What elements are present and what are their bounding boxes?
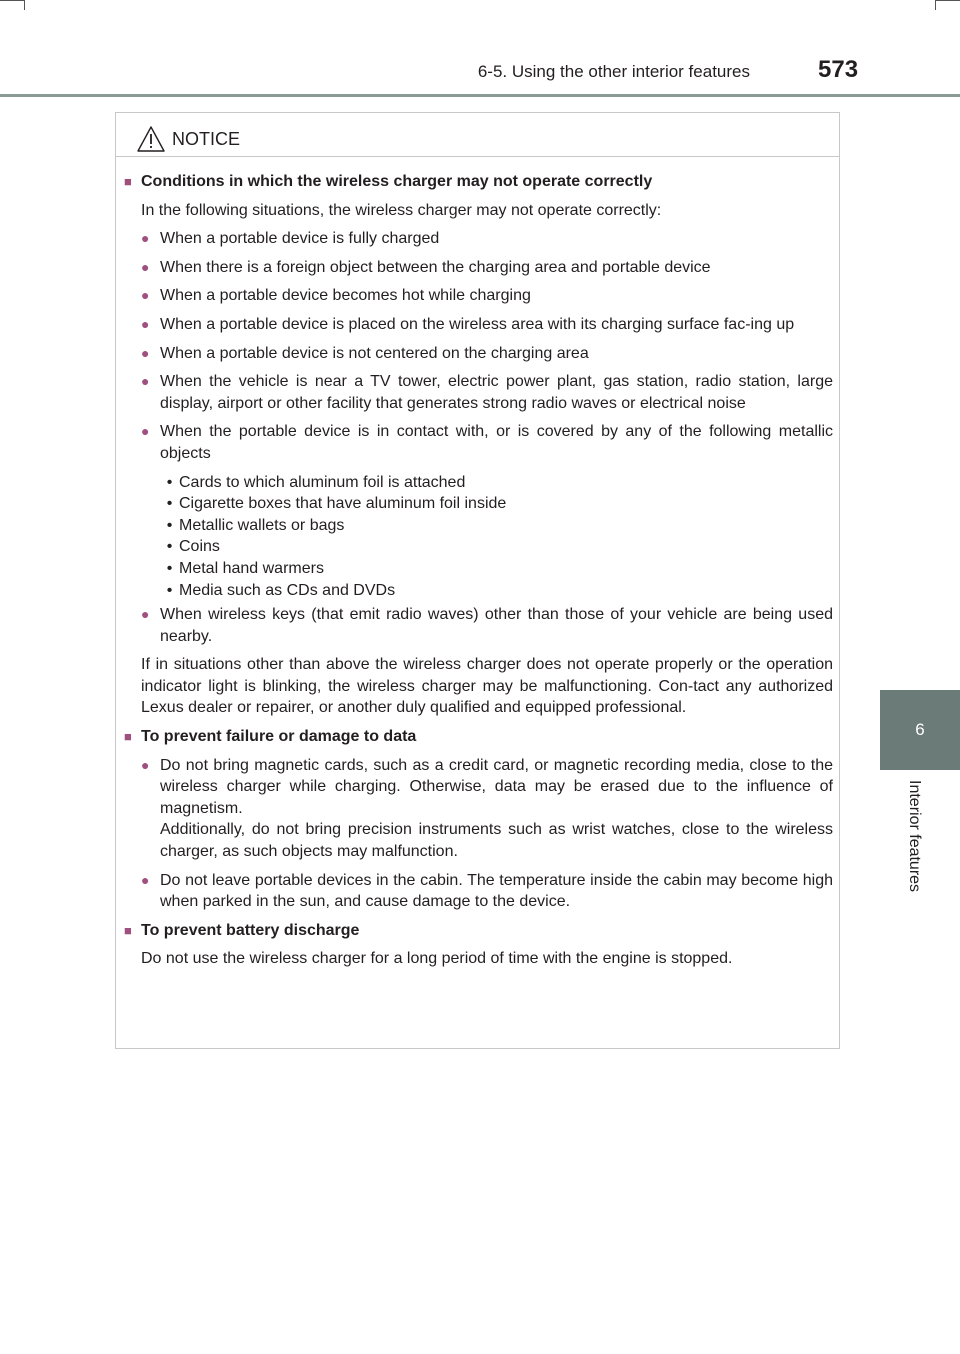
crop-mark — [936, 0, 960, 1]
circle-bullet-icon: ● — [141, 871, 150, 888]
section-heading-text: To prevent battery discharge — [141, 921, 360, 939]
circle-bullet-icon: ● — [141, 315, 150, 332]
list-item-text: When a portable device becomes hot while charging — [160, 287, 531, 305]
circle-bullet-icon: ● — [141, 373, 150, 390]
sub-list-item-text: Cigarette boxes that have aluminum foil inside — [179, 495, 507, 513]
list-item-text: When a portable device is not centered on the charging area — [160, 344, 589, 362]
list-item-text-part: Do not bring magnetic cards, such as a credit card, or magnetic recording media, close to the wireless charger while charging. Otherwise, data may be erased due to the influence of magnetism. — [160, 756, 833, 817]
list-item — [124, 285, 833, 307]
dot-bullet-icon: • — [166, 581, 173, 599]
list-item-text: When there is a foreign object between the charging area and portable device — [160, 258, 711, 276]
section-heading-text: To prevent failure or damage to data — [141, 728, 417, 746]
warning-triangle-icon — [136, 124, 166, 154]
section-intro: Do not use the wireless charger for a long period of time with the engine is stopped. — [141, 950, 733, 968]
circle-bullet-icon: ● — [141, 756, 150, 773]
dot-bullet-icon: • — [166, 516, 173, 534]
sub-list-item — [160, 558, 833, 580]
list-item — [124, 421, 833, 464]
list-item-text: When wireless keys (that emit radio waves) other than those of your vehicle are being used nearby. — [160, 606, 833, 645]
list-item — [124, 604, 833, 647]
sub-list-item — [160, 472, 833, 494]
list-item-text: When the portable device is in contact with, or is covered by any of the following metallic objects — [160, 423, 833, 462]
list-item — [124, 870, 833, 913]
sub-list-item-text: Media such as CDs and DVDs — [179, 581, 396, 599]
list-item — [124, 371, 833, 414]
list-item — [124, 755, 833, 863]
sub-list-item-text: Metallic wallets or bags — [179, 516, 345, 534]
sub-list-item — [160, 580, 833, 602]
section-title: 6-5. Using the other interior features — [477, 62, 750, 81]
list-item — [124, 257, 833, 279]
circle-bullet-icon: ● — [141, 344, 150, 361]
sub-list-item-text: Cards to which aluminum foil is attached — [179, 473, 466, 491]
chapter-tab: 6 — [880, 690, 960, 770]
circle-bullet-icon: ● — [141, 230, 150, 247]
header-rule — [0, 94, 960, 97]
sub-list-item-text: Metal hand warmers — [179, 559, 324, 577]
square-bullet-icon: ■ — [124, 174, 132, 189]
list-item-text: When a portable device is fully charged — [160, 230, 440, 248]
dot-bullet-icon: • — [166, 559, 173, 577]
section-heading — [124, 920, 833, 942]
page-number: 573 — [818, 56, 859, 83]
notice-content — [124, 171, 833, 977]
section-heading — [124, 726, 833, 748]
list-item-text: When the vehicle is near a TV tower, electric power plant, gas station, radio station, large display, airport or other facility that generates strong radio waves or electrical noise — [160, 373, 833, 412]
metallic-objects-list — [124, 472, 833, 602]
crop-mark — [935, 0, 936, 10]
list-item-text: When a portable device is placed on the wireless area with its charging surface fac-ing up — [160, 315, 795, 333]
notice-title: NOTICE — [172, 128, 241, 149]
sub-list-item — [160, 493, 833, 515]
list-item — [124, 314, 833, 336]
sub-list-item — [160, 515, 833, 537]
circle-bullet-icon: ● — [141, 423, 150, 440]
section-heading — [124, 171, 833, 193]
dot-bullet-icon: • — [166, 495, 173, 513]
circle-bullet-icon: ● — [141, 258, 150, 275]
dot-bullet-icon: • — [166, 538, 173, 556]
crop-mark — [0, 0, 24, 1]
list-item-text: Do not leave portable devices in the cabin. The temperature inside the cabin may become high when parked in the sun, and cause damage to the device. — [160, 871, 833, 911]
list-item — [124, 228, 833, 250]
list-item-text-part: Additionally, do not bring precision instruments such as wrist watches, close to the wireless charger, as such objects may malfunction. — [160, 821, 833, 861]
notice-box — [115, 112, 840, 1049]
sub-list-item — [160, 536, 833, 558]
notice-divider — [116, 156, 839, 157]
section-heading-text: Conditions in which the wireless charger may not operate correctly — [141, 173, 653, 190]
sub-list-item-text: Coins — [179, 538, 220, 556]
notice-header — [136, 121, 240, 157]
square-bullet-icon: ■ — [124, 922, 132, 938]
list-item-text — [160, 755, 833, 863]
circle-bullet-icon: ● — [141, 287, 150, 304]
square-bullet-icon: ■ — [124, 729, 132, 745]
section-intro: In the following situations, the wireless charger may not operate correctly: — [141, 201, 662, 219]
circle-bullet-icon: ● — [141, 606, 150, 623]
closing-paragraph: If in situations other than above the wireless charger does not operate properly or the operation indicator light is blinking, the wireless charger may be malfunctioning. Con-tact any authorized Lexus dealer or repairer, or another duly qualified and equipped professional. — [141, 656, 833, 717]
chapter-label: Interior features — [906, 780, 923, 893]
list-item — [124, 343, 833, 365]
crop-mark — [24, 0, 25, 10]
dot-bullet-icon: • — [166, 473, 173, 491]
